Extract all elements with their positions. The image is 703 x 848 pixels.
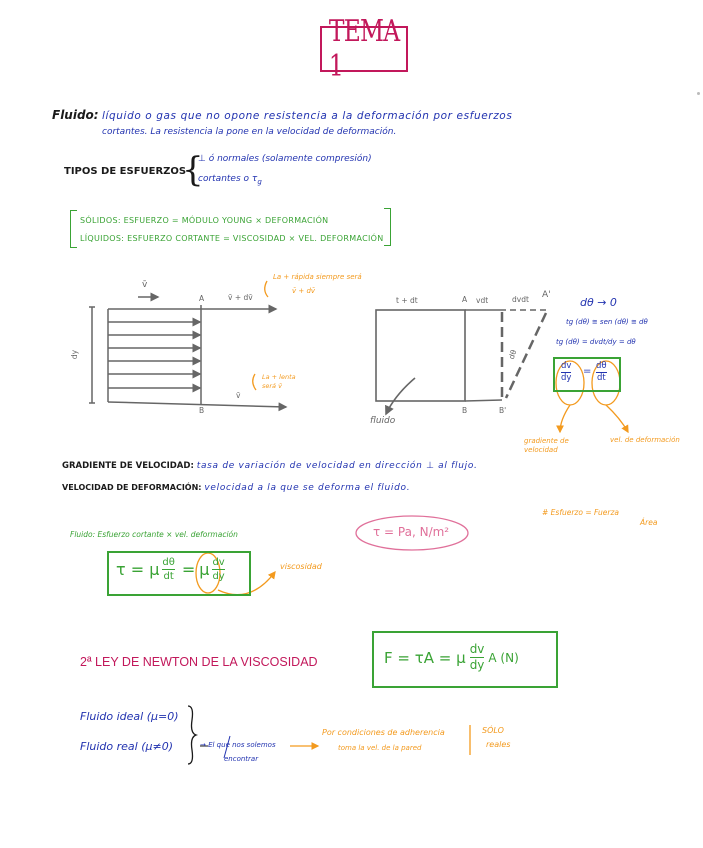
eq-frac2: [212, 556, 224, 583]
eq-frac1-num: dθ: [162, 557, 175, 568]
label-gradiente: [524, 437, 594, 455]
eq-frac2-num: dv: [212, 557, 225, 568]
solo-2: reales: [486, 740, 511, 749]
fluido-ideal: Fluido ideal (μ=0): [80, 710, 179, 723]
left-label-v: v̄: [142, 280, 148, 290]
eq-eq: =: [181, 560, 196, 579]
left-label-v2: v̄: [236, 391, 241, 400]
newton-eq-num: dv: [469, 642, 485, 656]
gradiente-text: tasa de variación de velocidad en dirección ⊥ al flujo.: [196, 461, 478, 471]
velocidad-term: VELOCIDAD DE DEFORMACIÓN:: [62, 483, 202, 492]
tipos-brace: {: [182, 150, 204, 190]
ratio-frac1-den: dy: [561, 373, 572, 383]
left-label-dy: dy: [70, 349, 80, 360]
fluido-arrow: [386, 378, 415, 414]
real-note-1: → El que nos solemos: [200, 741, 276, 749]
ratio-frac2-num: dθ: [596, 361, 607, 371]
ratio-frac2: [596, 361, 607, 384]
newton-eq-left: F = τA = μ: [384, 648, 466, 667]
eq-mu: μ: [199, 560, 210, 579]
cond-2: toma la vel. de la pared: [338, 744, 422, 752]
fluido-term: Fluido:: [52, 108, 99, 122]
newton-eq-den: dy: [469, 658, 485, 672]
fluido2-eq: [116, 556, 228, 583]
right-label-B: B: [462, 406, 468, 415]
ratio-frac2-den: dt: [596, 373, 606, 383]
right-label-fluido: fluido: [370, 416, 396, 426]
right-label-dtheta: dθ: [506, 348, 519, 361]
note-top-2: v̄ + dv̄: [292, 287, 316, 295]
gradiente-row: [62, 461, 478, 471]
left-label-B: B: [199, 406, 205, 415]
tipos-item-cortantes-sub: g: [257, 177, 262, 186]
units-text: τ = Pa, N/m²: [373, 525, 450, 539]
ratio-frac1: [561, 361, 571, 384]
esfuerzo-note: # Esfuerzo = Fuerza: [542, 508, 619, 517]
newton-eq-right: A (N): [488, 650, 519, 665]
fluid-element-rect: [376, 310, 465, 401]
note-top-1: La + rápida siempre será: [273, 273, 362, 281]
velocidad-text: velocidad a la que se deforma el fluido.: [204, 483, 411, 493]
right-label-B2: B': [499, 406, 507, 415]
fluido2-text: Fluido: Esfuerzo cortante × vel. deformación: [70, 530, 238, 539]
tipos-item-normales: ⊥ ó normales (solamente compresión): [198, 154, 372, 164]
fluido-definition-line1: líquido o gas que no opone resistencia a la deformación por esfuerzos: [102, 110, 513, 122]
bottom-velocity-arrow: [108, 402, 286, 407]
fluido-definition-line2: cortantes. La resistencia la pone en la velocidad de deformación.: [102, 127, 397, 137]
cond-1: Por condiciones de adherencia: [322, 728, 445, 737]
right-label-vdt: vdt: [476, 296, 489, 305]
right-label-dvdt: dvdt: [512, 295, 529, 304]
note-bottom-2: será v̄: [262, 382, 282, 390]
newton-heading: 2ª LEY DE NEWTON DE LA VISCOSIDAD: [80, 655, 318, 669]
label-gradiente-text: gradiente de velocidad: [524, 437, 569, 454]
right-label-A: A: [462, 295, 468, 304]
velocidad-row: [62, 483, 410, 493]
right-label-A2: A': [542, 290, 551, 300]
ratio-frac1-num: dv: [561, 361, 572, 371]
solo-1: SÓLO: [482, 726, 504, 735]
left-label-A: A: [199, 294, 205, 303]
newton-eq-frac: [470, 642, 485, 673]
eq-dtheta-limit: dθ → 0: [580, 296, 617, 309]
esfuerzo-note-den: Área: [640, 518, 658, 527]
page-title: TEMA 1: [328, 14, 400, 84]
eq-frac1: [162, 556, 174, 583]
eq-tg-approx: tg (dθ) ≅ sen (dθ) ≅ dθ: [566, 318, 648, 326]
eq-tau: τ = μ: [116, 560, 160, 579]
eq-frac2-den: dy: [212, 571, 225, 582]
ratio-equals: =: [583, 366, 592, 377]
eq-tg-ratio: tg (dθ) = dvdt/dy = dθ: [556, 338, 636, 346]
viscosidad-label: viscosidad: [280, 562, 322, 571]
liquidos-line: LÍQUIDOS: ESFUERZO CORTANTE = VISCOSIDAD × VEL. DEFORMACIÓN: [80, 234, 384, 243]
note-bottom-1: La + lenta: [262, 373, 296, 381]
tipos-item-cortantes-text: cortantes o τ: [198, 174, 258, 184]
right-label-tdt: t + dt: [396, 296, 418, 305]
right-diagram: [376, 310, 546, 414]
fluido-real: Fluido real (μ≠0): [80, 740, 174, 753]
solidos-line: SÓLIDOS: ESFUERZO = MÓDULO YOUNG × DEFORMACIÓN: [80, 216, 329, 225]
real-note-2: encontrar: [224, 755, 259, 763]
label-vel-deformacion: vel. de deformación: [610, 436, 680, 444]
gradiente-term: GRADIENTE DE VELOCIDAD:: [62, 461, 194, 471]
tipos-label: TIPOS DE ESFUERZOS: [64, 166, 187, 177]
newton-eq: [384, 642, 519, 673]
eq-frac1-den: dt: [163, 571, 174, 582]
left-diagram: [89, 297, 286, 407]
left-label-vdv: v̄ + dv̄: [228, 293, 253, 302]
